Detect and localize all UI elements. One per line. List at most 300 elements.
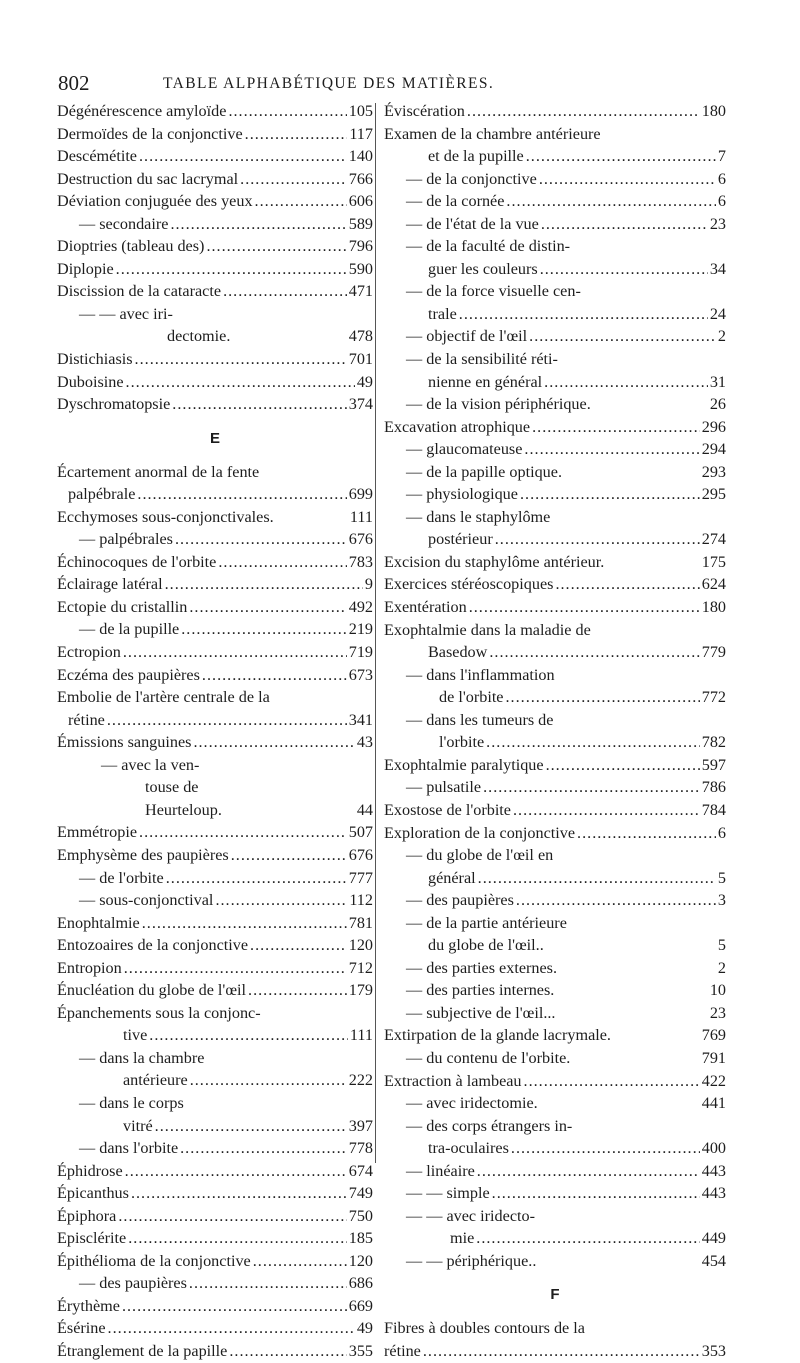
dot-leader xyxy=(202,664,347,687)
dot-leader xyxy=(125,1160,347,1183)
index-term: Duboisine xyxy=(57,372,124,391)
index-term: Extraction à lambeau xyxy=(384,1071,522,1090)
dot-leader xyxy=(155,1115,347,1138)
page-reference: 175 xyxy=(701,552,726,571)
dot-leader xyxy=(529,325,716,348)
index-entry xyxy=(384,596,726,619)
page-reference: 120 xyxy=(348,936,373,955)
dot-leader xyxy=(477,1160,700,1183)
dot-leader xyxy=(231,844,347,867)
index-term: Discission de la cataracte xyxy=(57,282,222,301)
page-reference: 111 xyxy=(349,1026,373,1045)
index-entry xyxy=(384,619,726,642)
index-entry xyxy=(57,1137,373,1160)
index-term: — des parties internes. xyxy=(406,981,555,1000)
index-term: — physiologique xyxy=(406,485,518,504)
index-term: général xyxy=(428,868,476,887)
index-entry xyxy=(384,1002,726,1025)
index-term: postérieur xyxy=(428,530,493,549)
page-title: TABLE ALPHABÉTIQUE DES MATIÈRES. xyxy=(163,75,495,92)
index-term: Exploration de la conjonctive xyxy=(384,823,576,842)
index-term: — de la sensibilité réti- xyxy=(406,350,558,369)
page-reference: 34 xyxy=(709,259,726,278)
section-letter: F xyxy=(550,1286,560,1304)
index-term: Descémétite xyxy=(57,147,137,166)
index-term: Excision du staphylôme antérieur. xyxy=(384,552,605,571)
index-term: — avec la ven- xyxy=(101,755,200,774)
index-term: Déviation conjuguée des yeux xyxy=(57,192,253,211)
page-reference: 778 xyxy=(348,1139,373,1158)
index-entry xyxy=(384,1070,726,1093)
index-term: Exophtalmie paralytique xyxy=(384,755,544,774)
dot-leader xyxy=(541,213,708,236)
page-reference: 296 xyxy=(701,417,726,436)
dot-leader xyxy=(423,1340,700,1363)
index-entry xyxy=(57,168,373,191)
index-term: palpébrale xyxy=(68,485,136,504)
index-entry xyxy=(57,957,373,980)
index-term: Emphysème des paupières xyxy=(57,845,229,864)
index-term: Ecchymoses sous-conjonctivales. xyxy=(57,507,274,526)
index-term: Échinocoques de l'orbite xyxy=(57,552,217,571)
index-entry xyxy=(384,393,726,416)
index-term: — de la force visuelle cen- xyxy=(406,282,581,301)
dot-leader xyxy=(190,1069,347,1092)
index-entry xyxy=(384,686,726,709)
index-entry xyxy=(384,799,726,822)
dot-leader xyxy=(524,438,699,461)
index-entry xyxy=(57,709,373,732)
index-entry xyxy=(57,528,373,551)
index-term: Destruction du sac lacrymal xyxy=(57,169,239,188)
index-entry xyxy=(57,618,373,641)
dot-leader xyxy=(181,618,346,641)
index-entry xyxy=(57,979,373,1002)
index-term: Excavation atrophique xyxy=(384,417,531,436)
page-reference: 6 xyxy=(717,192,726,211)
index-term: Examen de la chambre antérieure xyxy=(384,124,601,143)
page-reference: 400 xyxy=(701,1139,726,1158)
index-term: — de la pupille xyxy=(79,620,180,639)
index-entry xyxy=(57,799,373,822)
index-term: — avec iridectomie. xyxy=(406,1094,538,1113)
page-reference: 441 xyxy=(701,1094,726,1113)
index-term: Extirpation de la glande lacrymale. xyxy=(384,1026,611,1045)
index-term: — dans les tumeurs de xyxy=(406,710,554,729)
index-term: Basedow xyxy=(428,643,488,662)
page-reference: 454 xyxy=(701,1251,726,1270)
index-entry xyxy=(57,1250,373,1273)
dot-leader xyxy=(544,371,708,394)
dot-leader xyxy=(250,934,347,957)
index-term: Dermoïdes de la conjonctive xyxy=(57,124,243,143)
index-entry xyxy=(57,1115,373,1138)
page-reference: 782 xyxy=(701,733,726,752)
page-reference: 9 xyxy=(364,575,373,594)
index-term: Épithélioma de la conjonctive xyxy=(57,1251,251,1270)
index-term: — — périphérique.. xyxy=(406,1251,537,1270)
index-term: — de la cornée xyxy=(406,192,505,211)
page-reference: 222 xyxy=(348,1071,373,1090)
page-reference: 784 xyxy=(701,800,726,819)
index-entry xyxy=(57,551,373,574)
index-entry xyxy=(57,190,373,213)
page-reference: 5 xyxy=(717,936,726,955)
page-reference: 606 xyxy=(348,192,373,211)
dot-leader xyxy=(116,258,347,281)
index-term: Étranglement de la papille xyxy=(57,1341,228,1360)
index-term: — pulsatile xyxy=(406,778,482,797)
index-entry xyxy=(57,1227,373,1250)
index-term: Érythème xyxy=(57,1296,120,1315)
index-entry xyxy=(384,754,726,777)
index-entry xyxy=(57,280,373,303)
index-term: — dans l'inflammation xyxy=(406,665,555,684)
index-term: guer les couleurs xyxy=(428,259,538,278)
dot-leader xyxy=(122,1295,347,1318)
page-reference: 2 xyxy=(717,327,726,346)
index-entry xyxy=(57,213,373,236)
dot-leader xyxy=(189,1272,347,1295)
index-entry xyxy=(384,123,726,146)
page-reference: 783 xyxy=(348,552,373,571)
page-reference: 624 xyxy=(701,575,726,594)
page-reference: 699 xyxy=(348,485,373,504)
dot-leader xyxy=(253,1250,347,1273)
dot-leader xyxy=(142,912,347,935)
page-reference: 449 xyxy=(701,1229,726,1248)
index-term: Éviscération xyxy=(384,102,465,120)
index-entry xyxy=(57,1047,373,1070)
index-term: — dans le staphylôme xyxy=(406,507,551,526)
index-entry xyxy=(384,934,726,957)
dot-leader xyxy=(555,573,699,596)
index-entry xyxy=(384,280,726,303)
index-term: — — avec iri- xyxy=(79,304,173,323)
page-reference: 355 xyxy=(348,1341,373,1360)
page-reference: 478 xyxy=(348,327,373,346)
index-entry xyxy=(384,867,726,890)
page-reference: 179 xyxy=(348,981,373,1000)
dot-leader xyxy=(476,1227,699,1250)
dot-leader xyxy=(524,1070,700,1093)
page-reference: 791 xyxy=(701,1048,726,1067)
index-term: Épicanthus xyxy=(57,1184,129,1203)
dot-leader xyxy=(128,1227,347,1250)
page-reference: 180 xyxy=(701,598,726,617)
index-entry xyxy=(384,506,726,529)
page-reference: 719 xyxy=(348,643,373,662)
index-term: Entozoaires de la conjonctive xyxy=(57,936,249,955)
index-entry xyxy=(57,1024,373,1047)
index-entry xyxy=(57,1272,373,1295)
dot-leader xyxy=(218,551,346,574)
index-term: — de l'orbite xyxy=(79,868,164,887)
index-entry xyxy=(384,213,726,236)
index-entry xyxy=(57,1092,373,1115)
index-entry xyxy=(384,889,726,912)
dot-leader xyxy=(149,1024,348,1047)
index-entry xyxy=(384,528,726,551)
page-reference: 673 xyxy=(348,665,373,684)
page-reference: 597 xyxy=(701,755,726,774)
page-reference: 750 xyxy=(348,1206,373,1225)
index-term: — sous-conjonctival xyxy=(79,891,214,910)
dot-leader xyxy=(108,1317,355,1340)
index-term: — palpébrales xyxy=(79,530,173,549)
index-term: Embolie de l'artère centrale de la xyxy=(57,688,270,707)
index-entry xyxy=(384,371,726,394)
index-term: — de la papille optique. xyxy=(406,462,562,481)
index-entry xyxy=(57,506,373,529)
index-term: Enophtalmie xyxy=(57,913,140,932)
page-reference: 779 xyxy=(701,643,726,662)
index-term: — glaucomateuse xyxy=(406,440,523,459)
page-reference: 353 xyxy=(701,1341,726,1360)
index-entry xyxy=(57,1069,373,1092)
page-reference: 686 xyxy=(348,1274,373,1293)
index-entry xyxy=(57,867,373,890)
index-entry xyxy=(57,776,373,799)
page-reference: 295 xyxy=(701,485,726,504)
index-term: — — simple xyxy=(406,1184,490,1203)
index-entry xyxy=(57,754,373,777)
index-entry xyxy=(384,912,726,935)
dot-leader xyxy=(139,145,347,168)
dot-leader xyxy=(520,483,700,506)
index-term: — dans la chambre xyxy=(79,1048,205,1067)
index-term: — de la partie antérieure xyxy=(406,913,567,932)
dot-leader xyxy=(170,213,346,236)
index-term: Emmétropie xyxy=(57,823,138,842)
dot-leader xyxy=(489,641,699,664)
index-term: Éclairage latéral xyxy=(57,575,163,594)
index-entry xyxy=(57,100,373,123)
dot-leader xyxy=(478,867,716,890)
dot-leader xyxy=(459,303,708,326)
dot-leader xyxy=(492,1182,700,1205)
page-reference: 44 xyxy=(356,800,373,819)
index-entry xyxy=(384,979,726,1002)
index-term: — des corps étrangers in- xyxy=(406,1116,573,1135)
index-entry xyxy=(384,731,726,754)
page-reference: 105 xyxy=(348,102,373,120)
dot-leader xyxy=(539,168,716,191)
index-entry xyxy=(384,551,726,574)
index-entry xyxy=(57,1340,373,1363)
page-reference: 712 xyxy=(348,958,373,977)
dot-leader xyxy=(229,1340,346,1363)
page-reference: 589 xyxy=(348,214,373,233)
page-reference: 219 xyxy=(348,620,373,639)
index-term: Écartement anormal de la fente xyxy=(57,462,260,481)
page-reference: 7 xyxy=(717,147,726,166)
dot-leader xyxy=(245,123,348,146)
index-entry xyxy=(57,1182,373,1205)
dot-leader xyxy=(118,1205,346,1228)
index-term: — du globe de l'œil en xyxy=(406,846,554,865)
index-term: Ectopie du cristallin xyxy=(57,597,188,616)
dot-leader xyxy=(486,731,700,754)
index-entry xyxy=(384,1182,726,1205)
dot-leader xyxy=(506,190,715,213)
index-term: dectomie. xyxy=(167,327,231,346)
index-term: de l'orbite xyxy=(439,688,504,707)
index-term: Énucléation du globe de l'œil xyxy=(57,981,247,1000)
dot-leader xyxy=(223,280,347,303)
dot-leader xyxy=(248,979,347,1002)
dot-leader xyxy=(240,168,347,191)
index-entry xyxy=(57,573,373,596)
index-term: — secondaire xyxy=(79,214,169,233)
index-entry xyxy=(384,573,726,596)
page-reference: 180 xyxy=(701,102,726,120)
index-entry xyxy=(384,438,726,461)
page-reference: 2 xyxy=(717,958,726,977)
index-entry xyxy=(57,934,373,957)
dot-leader xyxy=(255,190,347,213)
page-reference: 43 xyxy=(356,733,373,752)
index-entry xyxy=(57,596,373,619)
dot-leader xyxy=(526,145,716,168)
index-entry xyxy=(384,461,726,484)
page-reference: 31 xyxy=(709,372,726,391)
index-term: rétine xyxy=(384,1341,421,1360)
index-term: Diplopie xyxy=(57,259,114,278)
index-entry xyxy=(57,686,373,709)
index-term: touse de xyxy=(145,778,199,797)
index-entry xyxy=(57,844,373,867)
index-term: — des paupières xyxy=(406,891,514,910)
page-reference: 507 xyxy=(348,823,373,842)
index-column-right xyxy=(384,100,726,1363)
page-header xyxy=(58,71,748,97)
index-entry xyxy=(384,1047,726,1070)
index-entry xyxy=(57,821,373,844)
page-reference: 796 xyxy=(348,237,373,256)
dot-leader xyxy=(137,483,346,506)
index-term: Épiphora xyxy=(57,1206,117,1225)
page-reference: 293 xyxy=(701,462,726,481)
index-entry xyxy=(57,145,373,168)
index-term: Exentération xyxy=(384,598,467,617)
index-term: Heurteloup. xyxy=(145,800,222,819)
index-entry xyxy=(384,1160,726,1183)
dot-leader xyxy=(189,596,346,619)
index-entry xyxy=(57,1002,373,1025)
index-term: Ésérine xyxy=(57,1319,106,1338)
index-term: du globe de l'œil.. xyxy=(428,936,544,955)
index-entry xyxy=(384,957,726,980)
index-term: Dioptries (tableau des) xyxy=(57,237,205,256)
page-reference: 6 xyxy=(717,169,726,188)
index-entry xyxy=(57,303,373,326)
index-entry xyxy=(57,1317,373,1340)
page-reference: 786 xyxy=(701,778,726,797)
page-reference: 443 xyxy=(701,1161,726,1180)
index-entry xyxy=(57,641,373,664)
index-term: Exophtalmie dans la maladie de xyxy=(384,620,591,639)
index-entry xyxy=(384,258,726,281)
index-term: — linéaire xyxy=(406,1161,475,1180)
index-term: Dyschromatopsie xyxy=(57,395,171,414)
index-entry xyxy=(384,709,726,732)
page-reference: 49 xyxy=(356,1319,373,1338)
page-reference: 6 xyxy=(717,823,726,842)
dot-leader xyxy=(123,641,347,664)
index-term: — de la vision périphérique. xyxy=(406,395,591,414)
page-reference: 341 xyxy=(348,710,373,729)
dot-leader xyxy=(513,799,700,822)
index-entry xyxy=(57,235,373,258)
index-term: — objectif de l'œil xyxy=(406,327,528,346)
index-term: tra-oculaires xyxy=(428,1139,509,1158)
page-reference: 23 xyxy=(709,214,726,233)
page-reference: 3 xyxy=(717,891,726,910)
dot-leader xyxy=(175,528,347,551)
dot-leader xyxy=(546,754,700,777)
page-reference: 701 xyxy=(348,350,373,369)
index-entry xyxy=(384,235,726,258)
index-entry xyxy=(384,483,726,506)
index-entry xyxy=(57,1205,373,1228)
page-reference: 590 xyxy=(348,259,373,278)
index-term: Distichiasis xyxy=(57,350,133,369)
section-letter: E xyxy=(209,429,220,447)
index-entry xyxy=(384,1115,726,1138)
page-reference: 24 xyxy=(709,304,726,323)
page-reference: 492 xyxy=(348,597,373,616)
page-reference: 10 xyxy=(709,981,726,1000)
dot-leader xyxy=(577,822,716,845)
index-term: — des parties externes. xyxy=(406,958,558,977)
index-column-left xyxy=(57,100,373,1363)
dot-leader xyxy=(228,100,346,123)
index-term: Episclérite xyxy=(57,1229,127,1248)
index-entry xyxy=(384,190,726,213)
page-reference: 111 xyxy=(349,507,373,526)
page-reference: 117 xyxy=(349,124,373,143)
index-entry xyxy=(57,371,373,394)
index-entry xyxy=(57,123,373,146)
index-term: Émissions sanguines xyxy=(57,733,192,752)
index-entry xyxy=(384,844,726,867)
dot-leader xyxy=(126,371,355,394)
index-term: Éphidrose xyxy=(57,1161,123,1180)
dot-leader xyxy=(180,1137,347,1160)
index-term: — du contenu de l'orbite. xyxy=(406,1048,571,1067)
index-term: — des paupières xyxy=(79,1274,187,1293)
page-reference: 471 xyxy=(348,282,373,301)
page-reference: 185 xyxy=(348,1229,373,1248)
index-entry xyxy=(384,664,726,687)
dot-leader xyxy=(483,776,700,799)
page-reference: 772 xyxy=(701,688,726,707)
dot-leader xyxy=(215,889,347,912)
dot-leader xyxy=(467,100,700,123)
index-term: rétine xyxy=(68,710,105,729)
dot-leader xyxy=(135,348,347,371)
index-entry xyxy=(384,303,726,326)
index-entry xyxy=(57,483,373,506)
dot-leader xyxy=(139,821,347,844)
page-reference: 397 xyxy=(348,1116,373,1135)
index-entry xyxy=(57,393,373,416)
page-reference: 140 xyxy=(348,147,373,166)
page-reference: 674 xyxy=(348,1161,373,1180)
index-term: mie xyxy=(450,1229,475,1248)
index-term: — — avec iridecto- xyxy=(406,1206,535,1225)
